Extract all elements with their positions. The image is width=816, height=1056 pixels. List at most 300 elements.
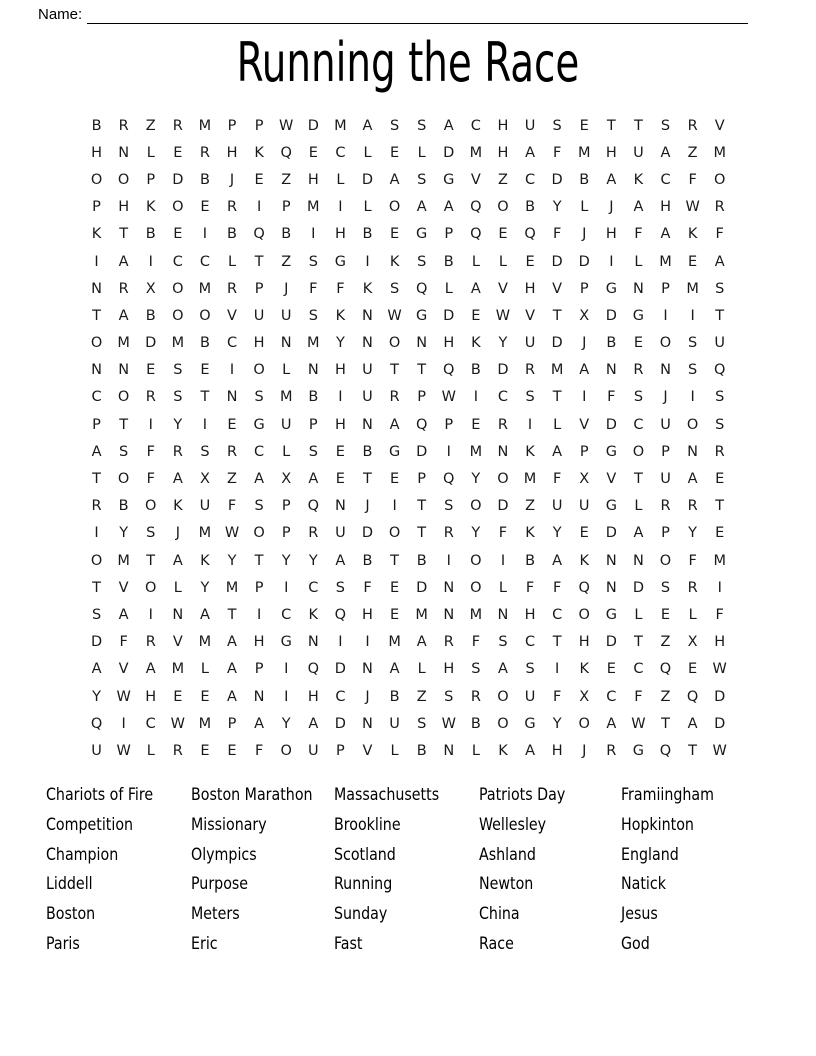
grid-letter[interactable]: I	[663, 307, 668, 324]
grid-letter[interactable]: I	[256, 606, 262, 623]
grid-letter[interactable]: T	[417, 498, 427, 515]
grid-letter[interactable]: N	[362, 416, 373, 433]
grid-letter[interactable]: L	[390, 742, 399, 759]
grid-letter[interactable]: L	[634, 606, 643, 623]
grid-letter[interactable]: T	[119, 226, 129, 243]
grid-letter[interactable]: V	[118, 661, 129, 678]
grid-letter[interactable]: T	[92, 471, 101, 488]
grid-letter[interactable]: I	[365, 253, 370, 270]
grid-letter[interactable]: S	[146, 525, 156, 542]
grid-letter[interactable]: H	[307, 171, 319, 188]
grid-letter[interactable]: L	[146, 144, 155, 161]
grid-letter[interactable]: M	[171, 661, 185, 678]
grid-letter[interactable]: I	[473, 389, 478, 406]
grid-letter[interactable]: T	[552, 634, 562, 651]
grid-letter[interactable]: D	[90, 634, 103, 651]
grid-letter[interactable]: A	[227, 634, 237, 651]
grid-letter[interactable]: Z	[687, 144, 698, 161]
grid-letter[interactable]: M	[307, 335, 320, 352]
grid-letter[interactable]: A	[443, 117, 454, 134]
grid-letter[interactable]: F	[715, 226, 724, 243]
grid-letter[interactable]: H	[605, 226, 617, 243]
grid-letter[interactable]: W	[116, 742, 131, 759]
grid-letter[interactable]: Q	[659, 742, 672, 759]
grid-letter[interactable]: R	[470, 688, 481, 705]
grid-letter[interactable]: R	[687, 498, 698, 515]
grid-letter[interactable]: X	[579, 471, 590, 488]
grid-letter[interactable]: B	[389, 688, 400, 705]
grid-letter[interactable]: S	[200, 443, 210, 460]
grid-letter[interactable]: A	[525, 144, 535, 161]
grid-letter[interactable]: U	[199, 498, 211, 515]
grid-letter[interactable]: U	[524, 335, 536, 352]
grid-letter[interactable]: E	[688, 253, 698, 270]
grid-letter[interactable]: O	[470, 579, 482, 596]
grid-letter[interactable]: Y	[281, 552, 291, 569]
grid-letter[interactable]: T	[417, 362, 427, 379]
grid-letter[interactable]: O	[253, 525, 265, 542]
grid-letter[interactable]: C	[606, 688, 617, 705]
word-list-item[interactable]: Wellesley	[479, 814, 547, 835]
grid-letter[interactable]: L	[227, 253, 237, 270]
grid-letter[interactable]: N	[443, 742, 455, 759]
grid-letter[interactable]: A	[552, 552, 563, 569]
grid-letter[interactable]: A	[199, 606, 210, 623]
grid-letter[interactable]: B	[525, 552, 536, 569]
grid-letter[interactable]: U	[660, 416, 671, 433]
grid-letter[interactable]: H	[334, 226, 346, 243]
grid-letter[interactable]: J	[229, 171, 235, 188]
grid-letter[interactable]: F	[715, 606, 724, 623]
grid-letter[interactable]: W	[224, 525, 240, 542]
grid-letter[interactable]: Q	[334, 606, 347, 623]
grid-letter[interactable]: J	[582, 335, 587, 352]
grid-letter[interactable]: I	[311, 226, 316, 243]
grid-letter[interactable]: A	[660, 226, 671, 243]
grid-letter[interactable]: T	[606, 117, 616, 134]
grid-letter[interactable]: O	[90, 335, 103, 352]
grid-letter[interactable]: S	[715, 389, 725, 406]
grid-letter[interactable]: W	[712, 742, 727, 759]
grid-letter[interactable]: R	[714, 443, 725, 460]
grid-letter[interactable]: H	[605, 144, 617, 161]
grid-letter[interactable]: O	[659, 335, 672, 352]
grid-letter[interactable]: I	[148, 416, 153, 433]
grid-letter[interactable]: M	[469, 443, 483, 460]
grid-letter[interactable]: G	[605, 443, 617, 460]
grid-letter[interactable]: D	[334, 715, 346, 732]
grid-letter[interactable]: A	[714, 253, 725, 270]
grid-letter[interactable]: F	[119, 634, 128, 651]
grid-letter[interactable]: S	[389, 117, 400, 134]
grid-letter[interactable]: V	[606, 471, 617, 488]
grid-letter[interactable]: I	[202, 416, 208, 433]
grid-letter[interactable]: L	[580, 199, 589, 216]
grid-letter[interactable]: T	[390, 552, 399, 569]
grid-letter[interactable]: Z	[281, 171, 292, 188]
grid-letter[interactable]: C	[524, 634, 536, 651]
grid-letter[interactable]: S	[552, 117, 562, 134]
grid-letter[interactable]: B	[199, 335, 210, 352]
grid-letter[interactable]: Z	[660, 634, 671, 651]
grid-letter[interactable]: X	[281, 471, 292, 488]
grid-letter[interactable]: E	[227, 416, 237, 433]
grid-letter[interactable]: R	[172, 443, 183, 460]
grid-letter[interactable]: G	[632, 742, 645, 759]
grid-letter[interactable]: R	[525, 362, 536, 379]
grid-letter[interactable]: D	[551, 335, 563, 352]
grid-letter[interactable]: S	[173, 389, 183, 406]
grid-letter[interactable]: D	[605, 416, 617, 433]
grid-letter[interactable]: D	[443, 307, 455, 324]
grid-letter[interactable]: H	[551, 742, 563, 759]
grid-letter[interactable]: F	[146, 443, 155, 460]
grid-letter[interactable]: M	[171, 335, 185, 352]
grid-letter[interactable]: Y	[119, 525, 129, 542]
grid-letter[interactable]: A	[389, 416, 400, 433]
grid-letter[interactable]: A	[633, 199, 644, 216]
grid-letter[interactable]: C	[145, 715, 156, 732]
grid-letter[interactable]: N	[443, 579, 455, 596]
grid-letter[interactable]: G	[388, 443, 401, 460]
grid-letter[interactable]: N	[118, 144, 130, 161]
grid-letter[interactable]: E	[389, 606, 400, 623]
grid-letter[interactable]: N	[362, 335, 373, 352]
grid-letter[interactable]: T	[661, 715, 670, 732]
grid-letter[interactable]: B	[308, 389, 319, 406]
word-list-item[interactable]: Purpose	[191, 874, 249, 895]
grid-letter[interactable]: H	[524, 606, 536, 623]
grid-letter[interactable]: B	[91, 117, 102, 134]
grid-letter[interactable]: J	[663, 389, 668, 406]
grid-letter[interactable]: T	[92, 307, 101, 324]
grid-letter[interactable]: F	[634, 688, 643, 705]
grid-letter[interactable]: H	[443, 335, 455, 352]
grid-letter[interactable]: D	[361, 171, 374, 188]
grid-letter[interactable]: R	[172, 117, 183, 134]
grid-letter[interactable]: S	[335, 579, 345, 596]
grid-letter[interactable]: B	[443, 253, 454, 270]
word-list-item[interactable]: Race	[479, 933, 514, 954]
grid-letter[interactable]: A	[335, 552, 346, 569]
grid-letter[interactable]: I	[256, 199, 262, 216]
grid-letter[interactable]: G	[280, 634, 292, 651]
grid-letter[interactable]: O	[578, 606, 590, 623]
grid-letter[interactable]: M	[659, 253, 672, 270]
grid-letter[interactable]: E	[200, 742, 210, 759]
grid-letter[interactable]: D	[632, 579, 644, 596]
grid-letter[interactable]: R	[389, 389, 400, 406]
grid-letter[interactable]: C	[524, 171, 536, 188]
grid-letter[interactable]: Q	[713, 362, 726, 379]
grid-letter[interactable]: F	[146, 471, 155, 488]
grid-letter[interactable]: P	[308, 416, 318, 433]
grid-letter[interactable]: P	[92, 199, 101, 216]
grid-letter[interactable]: T	[227, 606, 237, 623]
grid-letter[interactable]: Q	[524, 226, 536, 243]
grid-letter[interactable]: N	[416, 335, 428, 352]
grid-letter[interactable]: Q	[415, 416, 428, 433]
grid-letter[interactable]: Q	[90, 715, 103, 732]
word-list-item[interactable]: Eric	[191, 933, 218, 954]
grid-letter[interactable]: X	[687, 634, 698, 651]
grid-letter[interactable]: D	[714, 715, 726, 732]
grid-letter[interactable]: F	[336, 280, 345, 297]
grid-letter[interactable]: K	[525, 443, 535, 460]
grid-letter[interactable]: K	[687, 226, 698, 243]
grid-letter[interactable]: H	[660, 199, 671, 216]
grid-letter[interactable]: R	[660, 498, 671, 515]
grid-letter[interactable]: X	[579, 307, 590, 324]
grid-letter[interactable]: Y	[471, 525, 481, 542]
grid-letter[interactable]: N	[632, 552, 644, 569]
grid-letter[interactable]: Q	[253, 226, 265, 243]
grid-letter[interactable]: U	[362, 362, 373, 379]
grid-letter[interactable]: V	[362, 742, 373, 759]
grid-letter[interactable]: O	[117, 389, 130, 406]
grid-letter[interactable]: F	[498, 525, 508, 542]
grid-letter[interactable]: B	[579, 171, 590, 188]
grid-letter[interactable]: I	[94, 525, 99, 542]
grid-letter[interactable]: S	[633, 389, 644, 406]
grid-letter[interactable]: C	[470, 117, 481, 134]
grid-letter[interactable]: E	[579, 525, 589, 542]
grid-letter[interactable]: S	[254, 498, 264, 515]
grid-letter[interactable]: K	[471, 335, 481, 352]
grid-letter[interactable]: K	[173, 498, 183, 515]
word-list-item[interactable]: Fast	[334, 933, 363, 954]
grid-letter[interactable]: U	[524, 117, 536, 134]
word-list-item[interactable]: Boston Marathon	[191, 785, 313, 805]
grid-letter[interactable]: S	[308, 253, 318, 270]
grid-letter[interactable]: L	[444, 280, 453, 297]
word-list-item[interactable]: Jesus	[621, 904, 658, 925]
grid-letter[interactable]: B	[199, 171, 210, 188]
word-list-item[interactable]: Framiingham	[621, 785, 714, 805]
word-list-item[interactable]: Brookline	[334, 814, 401, 835]
word-list-item[interactable]: Sunday	[334, 904, 388, 925]
grid-letter[interactable]: Z	[416, 688, 427, 705]
grid-letter[interactable]: A	[91, 443, 102, 460]
grid-letter[interactable]: M	[577, 144, 591, 161]
grid-letter[interactable]: I	[500, 552, 506, 569]
grid-letter[interactable]: P	[227, 715, 237, 732]
grid-letter[interactable]: V	[118, 579, 129, 596]
grid-letter[interactable]: C	[335, 688, 346, 705]
grid-letter[interactable]: Y	[471, 471, 481, 488]
grid-letter[interactable]: K	[579, 552, 589, 569]
grid-letter[interactable]: Q	[307, 661, 319, 678]
grid-letter[interactable]: H	[253, 335, 265, 352]
grid-letter[interactable]: A	[362, 117, 373, 134]
grid-letter[interactable]: H	[307, 688, 319, 705]
grid-letter[interactable]: B	[362, 443, 373, 460]
grid-letter[interactable]: N	[172, 606, 184, 623]
grid-letter[interactable]: P	[281, 199, 291, 216]
grid-letter[interactable]: J	[609, 199, 614, 216]
grid-letter[interactable]: T	[146, 552, 156, 569]
grid-letter[interactable]: R	[687, 579, 698, 596]
grid-letter[interactable]: N	[605, 552, 617, 569]
grid-letter[interactable]: N	[362, 307, 373, 324]
grid-letter[interactable]: J	[175, 525, 180, 542]
grid-letter[interactable]: N	[605, 579, 617, 596]
grid-letter[interactable]: W	[441, 715, 456, 732]
grid-letter[interactable]: R	[226, 280, 238, 297]
grid-letter[interactable]: A	[552, 443, 563, 460]
grid-letter[interactable]: G	[416, 226, 428, 243]
grid-letter[interactable]: M	[198, 715, 212, 732]
grid-letter[interactable]: R	[91, 498, 102, 515]
grid-letter[interactable]: S	[688, 335, 698, 352]
grid-letter[interactable]: P	[661, 280, 670, 297]
grid-letter[interactable]: M	[388, 634, 401, 651]
grid-letter[interactable]: F	[552, 226, 562, 243]
grid-letter[interactable]: N	[687, 443, 699, 460]
grid-letter[interactable]: I	[609, 253, 614, 270]
grid-letter[interactable]: B	[362, 552, 373, 569]
grid-letter[interactable]: V	[497, 280, 508, 297]
grid-letter[interactable]: H	[497, 144, 509, 161]
grid-letter[interactable]: A	[416, 199, 427, 216]
grid-letter[interactable]: S	[417, 253, 427, 270]
word-list-item[interactable]: Boston	[46, 904, 96, 925]
grid-letter[interactable]: L	[471, 742, 480, 759]
grid-letter[interactable]: B	[606, 335, 617, 352]
grid-letter[interactable]: W	[495, 307, 511, 324]
grid-letter[interactable]: G	[524, 715, 536, 732]
grid-letter[interactable]: D	[605, 634, 617, 651]
grid-letter[interactable]: P	[92, 416, 101, 433]
grid-letter[interactable]: A	[606, 171, 617, 188]
grid-letter[interactable]: E	[660, 606, 671, 623]
grid-letter[interactable]: S	[389, 280, 400, 297]
grid-letter[interactable]: D	[416, 579, 428, 596]
grid-letter[interactable]: K	[498, 742, 508, 759]
grid-letter[interactable]: E	[200, 199, 210, 216]
grid-letter[interactable]: E	[606, 661, 616, 678]
grid-letter[interactable]: J	[284, 280, 289, 297]
grid-letter[interactable]: M	[198, 117, 212, 134]
grid-letter[interactable]: K	[362, 280, 373, 297]
grid-letter[interactable]: R	[118, 117, 129, 134]
grid-letter[interactable]: T	[688, 742, 698, 759]
grid-letter[interactable]: W	[712, 661, 727, 678]
grid-letter[interactable]: O	[199, 307, 211, 324]
grid-letter[interactable]: F	[309, 280, 318, 297]
grid-letter[interactable]: T	[363, 471, 372, 488]
grid-letter[interactable]: O	[497, 715, 509, 732]
grid-letter[interactable]: N	[280, 335, 292, 352]
grid-letter[interactable]: M	[334, 117, 347, 134]
grid-letter[interactable]: N	[497, 443, 509, 460]
grid-letter[interactable]: D	[497, 498, 509, 515]
grid-letter[interactable]: P	[579, 443, 589, 460]
grid-letter[interactable]: N	[632, 280, 644, 297]
grid-letter[interactable]: H	[91, 144, 102, 161]
grid-letter[interactable]: C	[199, 253, 210, 270]
grid-letter[interactable]: E	[200, 362, 210, 379]
grid-letter[interactable]: Y	[227, 552, 237, 569]
grid-letter[interactable]: A	[308, 471, 319, 488]
word-list-item[interactable]: Champion	[46, 844, 119, 865]
grid-letter[interactable]: P	[281, 525, 291, 542]
grid-letter[interactable]: L	[417, 144, 426, 161]
grid-letter[interactable]: A	[118, 253, 129, 270]
word-list-item[interactable]: Paris	[46, 933, 80, 954]
grid-letter[interactable]: O	[253, 362, 265, 379]
word-list-item[interactable]: Natick	[621, 874, 666, 895]
grid-letter[interactable]: N	[253, 688, 265, 705]
grid-letter[interactable]: V	[552, 280, 563, 297]
grid-letter[interactable]: H	[253, 634, 265, 651]
grid-letter[interactable]: F	[634, 226, 643, 243]
grid-letter[interactable]: A	[443, 199, 454, 216]
grid-letter[interactable]: T	[254, 552, 264, 569]
word-list-item[interactable]: Running	[334, 874, 393, 895]
grid-letter[interactable]: S	[498, 634, 508, 651]
grid-letter[interactable]: C	[335, 144, 346, 161]
grid-letter[interactable]: O	[117, 471, 130, 488]
grid-letter[interactable]: D	[307, 117, 319, 134]
grid-letter[interactable]: R	[226, 199, 238, 216]
grid-letter[interactable]: C	[552, 606, 563, 623]
grid-letter[interactable]: M	[225, 579, 239, 596]
grid-letter[interactable]: T	[92, 579, 101, 596]
grid-letter[interactable]: O	[90, 171, 103, 188]
grid-letter[interactable]: L	[688, 606, 697, 623]
grid-letter[interactable]: H	[714, 634, 726, 651]
grid-letter[interactable]: B	[416, 552, 427, 569]
grid-letter[interactable]: R	[118, 280, 129, 297]
grid-letter[interactable]: I	[690, 307, 695, 324]
grid-letter[interactable]: D	[334, 661, 346, 678]
grid-letter[interactable]: H	[362, 606, 373, 623]
grid-letter[interactable]: M	[198, 634, 212, 651]
grid-letter[interactable]: U	[633, 144, 644, 161]
grid-letter[interactable]: V	[579, 416, 590, 433]
grid-letter[interactable]: E	[308, 144, 318, 161]
grid-letter[interactable]: Y	[281, 715, 291, 732]
grid-letter[interactable]: K	[525, 525, 535, 542]
grid-letter[interactable]: U	[524, 688, 536, 705]
grid-letter[interactable]: A	[497, 661, 508, 678]
grid-letter[interactable]: E	[579, 117, 589, 134]
grid-letter[interactable]: O	[172, 199, 184, 216]
grid-letter[interactable]: N	[334, 498, 346, 515]
grid-letter[interactable]: A	[145, 661, 156, 678]
grid-letter[interactable]: L	[363, 144, 372, 161]
grid-letter[interactable]: Z	[281, 253, 292, 270]
grid-letter[interactable]: M	[469, 606, 483, 623]
grid-letter[interactable]: D	[551, 171, 563, 188]
grid-letter[interactable]: U	[389, 715, 400, 732]
grid-letter[interactable]: Q	[578, 579, 590, 596]
grid-letter[interactable]: Q	[443, 362, 455, 379]
grid-letter[interactable]: K	[91, 226, 102, 243]
grid-letter[interactable]: J	[582, 226, 587, 243]
grid-letter[interactable]: T	[390, 362, 399, 379]
grid-letter[interactable]: D	[605, 525, 617, 542]
grid-letter[interactable]: F	[363, 579, 372, 596]
grid-letter[interactable]: H	[578, 634, 590, 651]
grid-letter[interactable]: R	[308, 525, 319, 542]
grid-letter[interactable]: H	[334, 416, 346, 433]
grid-letter[interactable]: Z	[227, 471, 237, 488]
grid-letter[interactable]: N	[307, 634, 319, 651]
grid-letter[interactable]: S	[417, 171, 427, 188]
grid-letter[interactable]: Z	[145, 117, 156, 134]
